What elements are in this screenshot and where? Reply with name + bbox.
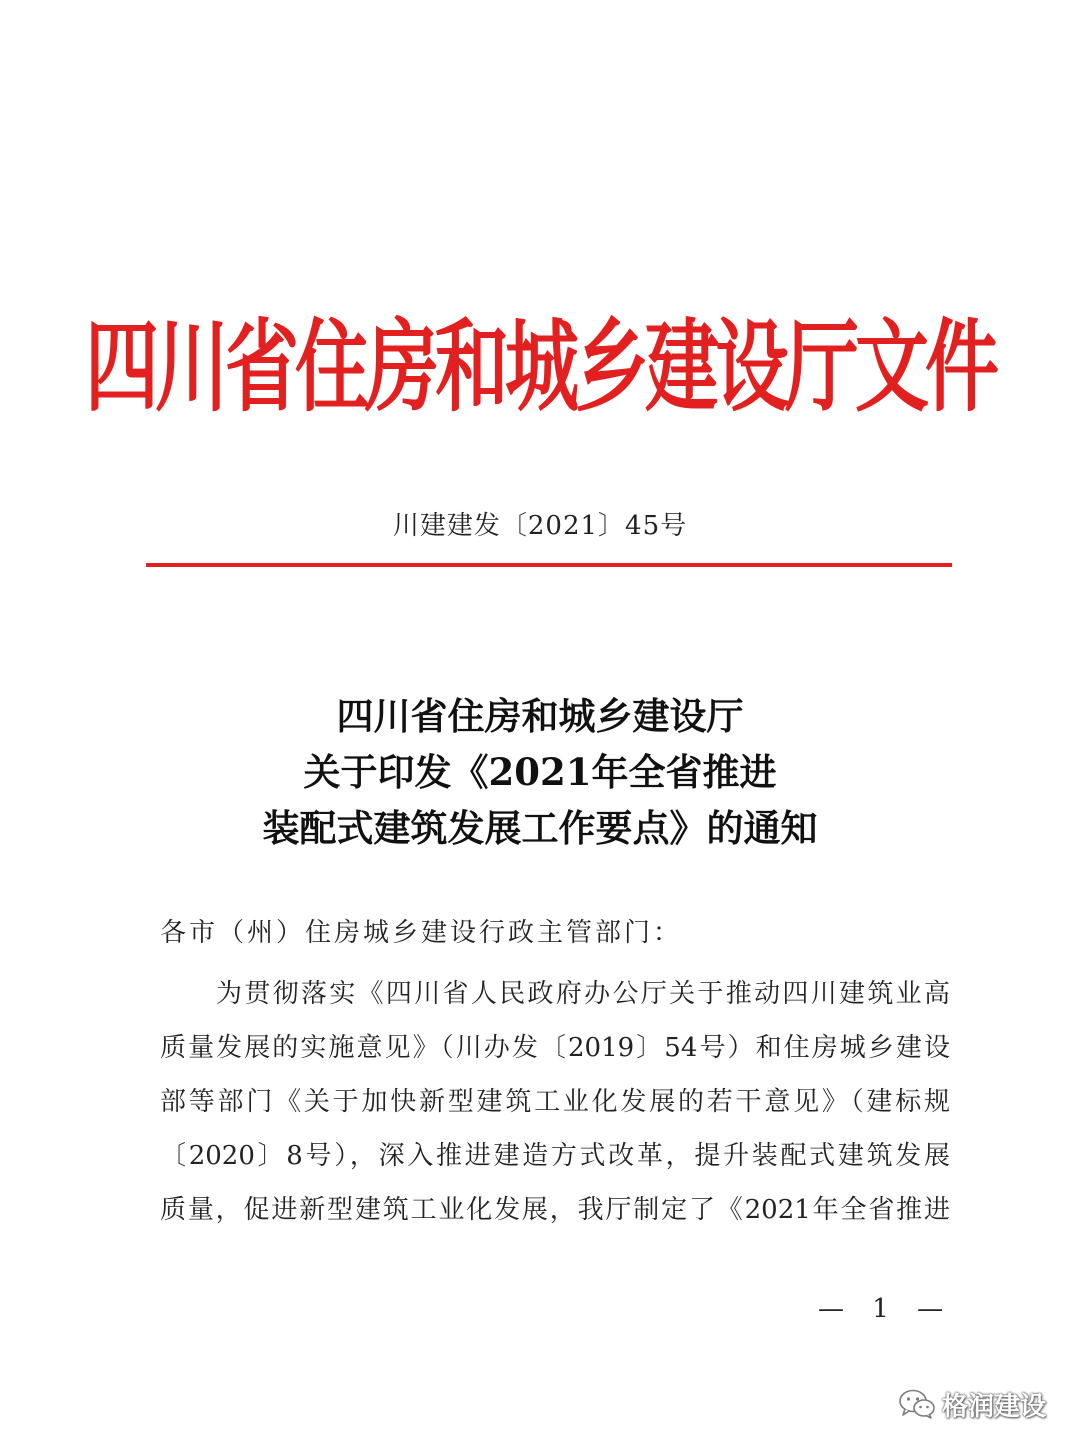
notice-title <box>0 688 1080 856</box>
body-line: 为贯彻落实《四川省人民政府办公厅关于推动四川建筑业高 <box>216 979 950 1009</box>
body-line: 质量，促进新型建筑工业化发展，我厅制定了《2021年全省推进 <box>160 1195 950 1225</box>
notice-title-line-2: 关于印发《2021年全省推进 <box>303 750 777 794</box>
red-divider-line <box>146 563 952 567</box>
notice-title-line-3: 装配式建筑发展工作要点》的通知 <box>262 806 818 850</box>
body-line: 〔2020〕8号），深入推进建造方式改革，提升装配式建筑发展 <box>160 1141 950 1171</box>
wechat-icon <box>898 1388 936 1420</box>
watermark <box>898 1382 1046 1426</box>
page-number: — 1 — <box>818 1294 954 1324</box>
notice-title-line-1: 四川省住房和城乡建设厅 <box>336 694 744 738</box>
issuer-title: 四川省住房和城乡建设厅文件 <box>85 309 995 426</box>
body-line: 质量发展的实施意见》（川办发〔2019〕54号）和住房城乡建设 <box>160 1033 950 1063</box>
addressee: 各市（州）住房城乡建设行政主管部门： <box>160 918 683 948</box>
body-paragraph <box>160 967 950 1237</box>
watermark-text: 格润建设 <box>942 1391 1047 1422</box>
body-line: 部等部门《关于加快新型建筑工业化发展的若干意见》（建标规 <box>160 1087 950 1117</box>
document-number: 川建建发〔2021〕45号 <box>392 511 688 541</box>
